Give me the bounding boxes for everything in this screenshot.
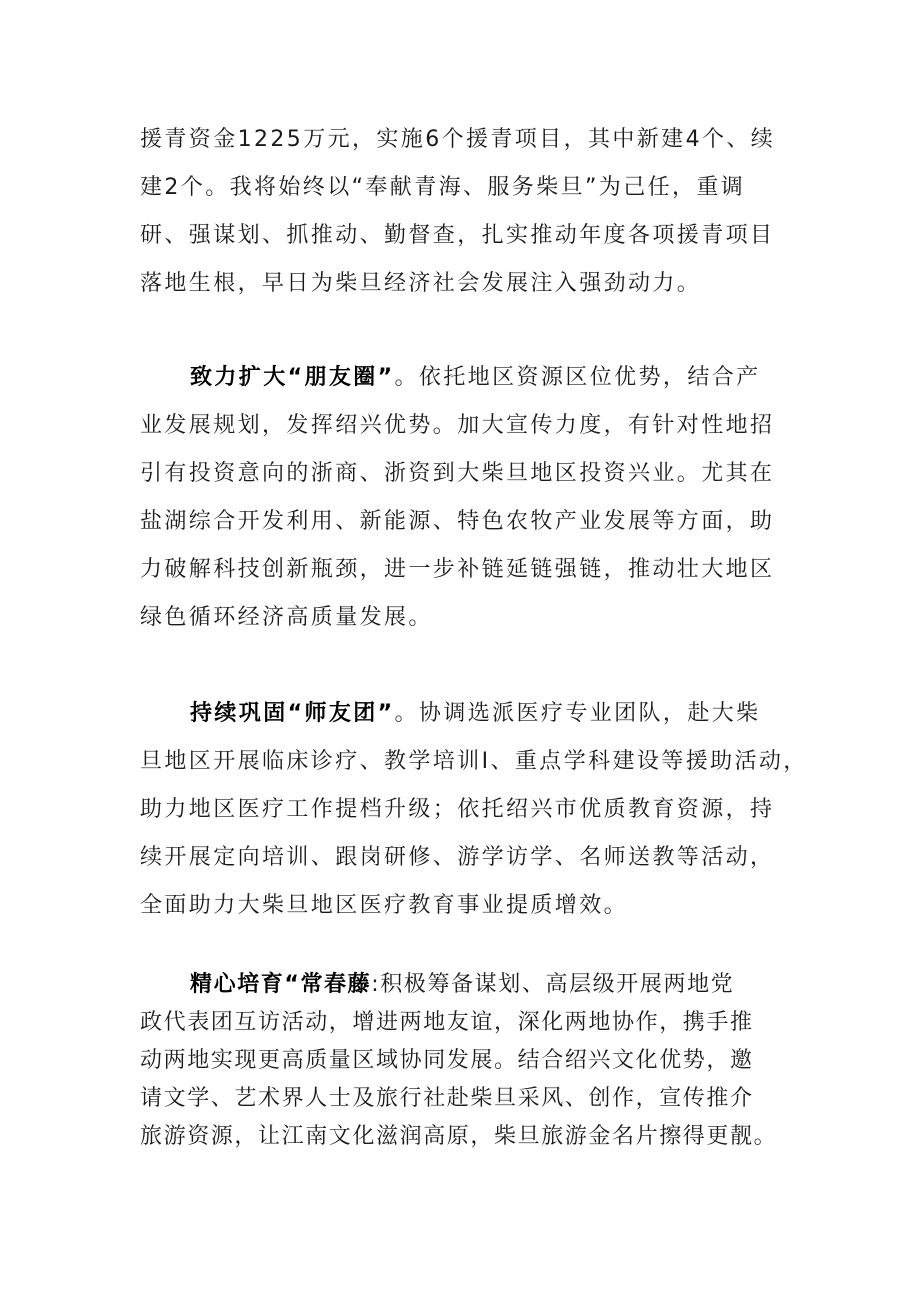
text-line: 引有投资意向的浙商、浙资到大柴旦地区投资兴业。尤其在 bbox=[140, 461, 775, 486]
paragraph-teachers-team bbox=[140, 690, 808, 930]
text-line: 援青资金1225万元，实施6个援青项目，其中新建4个、续 bbox=[140, 127, 776, 152]
text-line: 落地生根，早日为柴旦经济社会发展注入强劲动力。 bbox=[140, 271, 702, 296]
text-line: 全面助力大柴旦地区医疗教育事业提质增效。 bbox=[140, 893, 629, 918]
paragraph-evergreen bbox=[140, 966, 800, 1156]
paragraph-heading: 致力扩大“朋友圈” bbox=[190, 365, 395, 390]
text-line: 续开展定向培训、跟岗研修、游学访学、名师送教等活动， bbox=[140, 845, 775, 870]
text-line: 建2个。我将始终以“奉献青海、服务柴旦”为己任，重调 bbox=[140, 175, 746, 200]
paragraph-first-line bbox=[140, 354, 800, 402]
text-line: 业发展规划，发挥绍兴优势。加大宣传力度，有针对性地招 bbox=[140, 413, 775, 438]
paragraph-heading: 精心培育“常春藤 bbox=[190, 972, 372, 997]
text-line: 力破解科技创新瓶颈，进一步补链延链强链，推动壮大地区 bbox=[140, 557, 775, 582]
paragraph-first-line-text: 。协调选派医疗专业团队，赴大柴 bbox=[394, 701, 761, 726]
paragraph-friends-circle bbox=[140, 354, 800, 642]
paragraph-funding bbox=[140, 116, 800, 308]
text-line: 助力地区医疗工作提档升级；依托绍兴市优质教育资源，持 bbox=[140, 797, 775, 822]
text-line: 盐湖综合开发利用、新能源、特色农牧产业发展等方面，助 bbox=[140, 509, 775, 534]
text-line: 研、强谋划、抓推动、勤督查，扎实推动年度各项援青项目 bbox=[140, 223, 775, 248]
paragraph-heading: 持续巩固“师友团” bbox=[190, 701, 395, 726]
paragraph-first-line-text: :积极筹备谋划、高层级开展两地党 bbox=[371, 972, 735, 997]
text-line: 政代表团互访活动，增进两地友谊，深化两地协作，携手推 bbox=[140, 1010, 754, 1035]
text-line: 旦地区开展临床诊疗、教学培训I、重点学科建设等援助活动， bbox=[140, 749, 808, 774]
paragraph-first-line-text: 。依托地区资源区位优势，结合产 bbox=[394, 365, 761, 390]
text-line: 绿色循环经济高质量发展。 bbox=[140, 605, 433, 630]
paragraph-first-line bbox=[140, 966, 800, 1004]
text-line: 请文学、艺术界人士及旅行社赴柴旦采风、创作，宣传推介 bbox=[140, 1086, 754, 1111]
text-line: 动两地实现更高质量区域协同发展。结合绍兴文化优势，邀 bbox=[140, 1048, 754, 1073]
paragraph-first-line bbox=[140, 690, 800, 738]
text-line: 旅游资源，让江南文化滋润高原，柴旦旅游金名片擦得更靓。 bbox=[140, 1124, 778, 1149]
